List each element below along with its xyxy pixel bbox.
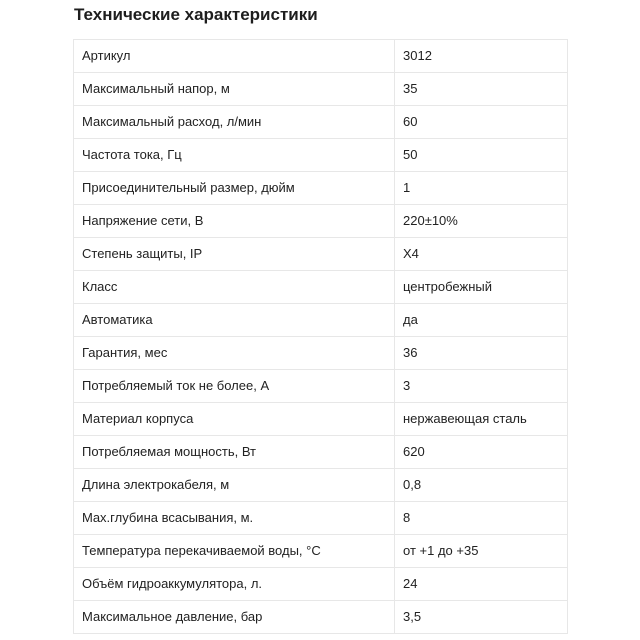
table-row: [74, 370, 568, 403]
table-row: [74, 271, 568, 304]
spec-value: от +1 до +35: [395, 535, 568, 568]
spec-value: 3012: [395, 40, 568, 73]
table-row: [74, 139, 568, 172]
table-row: [74, 172, 568, 205]
spec-value: нержавеющая сталь: [395, 403, 568, 436]
table-row: [74, 106, 568, 139]
table-row: [74, 535, 568, 568]
spec-label: Потребляемый ток не более, А: [74, 370, 395, 403]
spec-label: Степень защиты, IP: [74, 238, 395, 271]
spec-label: Присоединительный размер, дюйм: [74, 172, 395, 205]
spec-label: Класс: [74, 271, 395, 304]
spec-value: 60: [395, 106, 568, 139]
spec-label: Артикул: [74, 40, 395, 73]
spec-label: Максимальный расход, л/мин: [74, 106, 395, 139]
spec-label: Температура перекачиваемой воды, °C: [74, 535, 395, 568]
spec-label: Максимальный напор, м: [74, 73, 395, 106]
spec-value: 24: [395, 568, 568, 601]
table-row: [74, 403, 568, 436]
spec-value: 1: [395, 172, 568, 205]
spec-value: 36: [395, 337, 568, 370]
table-row: [74, 73, 568, 106]
table-row: [74, 304, 568, 337]
table-row: [74, 337, 568, 370]
page-title: Технические характеристики: [74, 5, 318, 24]
spec-value: 50: [395, 139, 568, 172]
spec-value: 3: [395, 370, 568, 403]
table-row: [74, 568, 568, 601]
spec-label: Гарантия, мес: [74, 337, 395, 370]
specs-table: [73, 39, 568, 634]
table-row: [74, 238, 568, 271]
spec-label: Объём гидроаккумулятора, л.: [74, 568, 395, 601]
table-row: [74, 436, 568, 469]
spec-value: центробежный: [395, 271, 568, 304]
spec-label: Напряжение сети, В: [74, 205, 395, 238]
table-row: [74, 601, 568, 634]
spec-value: 0,8: [395, 469, 568, 502]
spec-label: Потребляемая мощность, Вт: [74, 436, 395, 469]
spec-value: 620: [395, 436, 568, 469]
spec-label: Максимальное давление, бар: [74, 601, 395, 634]
spec-value: 3,5: [395, 601, 568, 634]
spec-value: 220±10%: [395, 205, 568, 238]
table-row: [74, 469, 568, 502]
specs-table-body: [74, 40, 568, 634]
table-row: [74, 502, 568, 535]
spec-value: да: [395, 304, 568, 337]
spec-value: 35: [395, 73, 568, 106]
spec-label: Max.глубина всасывания, м.: [74, 502, 395, 535]
table-row: [74, 205, 568, 238]
table-row: [74, 40, 568, 73]
spec-label: Частота тока, Гц: [74, 139, 395, 172]
spec-label: Длина электрокабеля, м: [74, 469, 395, 502]
spec-value: 8: [395, 502, 568, 535]
spec-label: Автоматика: [74, 304, 395, 337]
spec-value: X4: [395, 238, 568, 271]
spec-label: Материал корпуса: [74, 403, 395, 436]
